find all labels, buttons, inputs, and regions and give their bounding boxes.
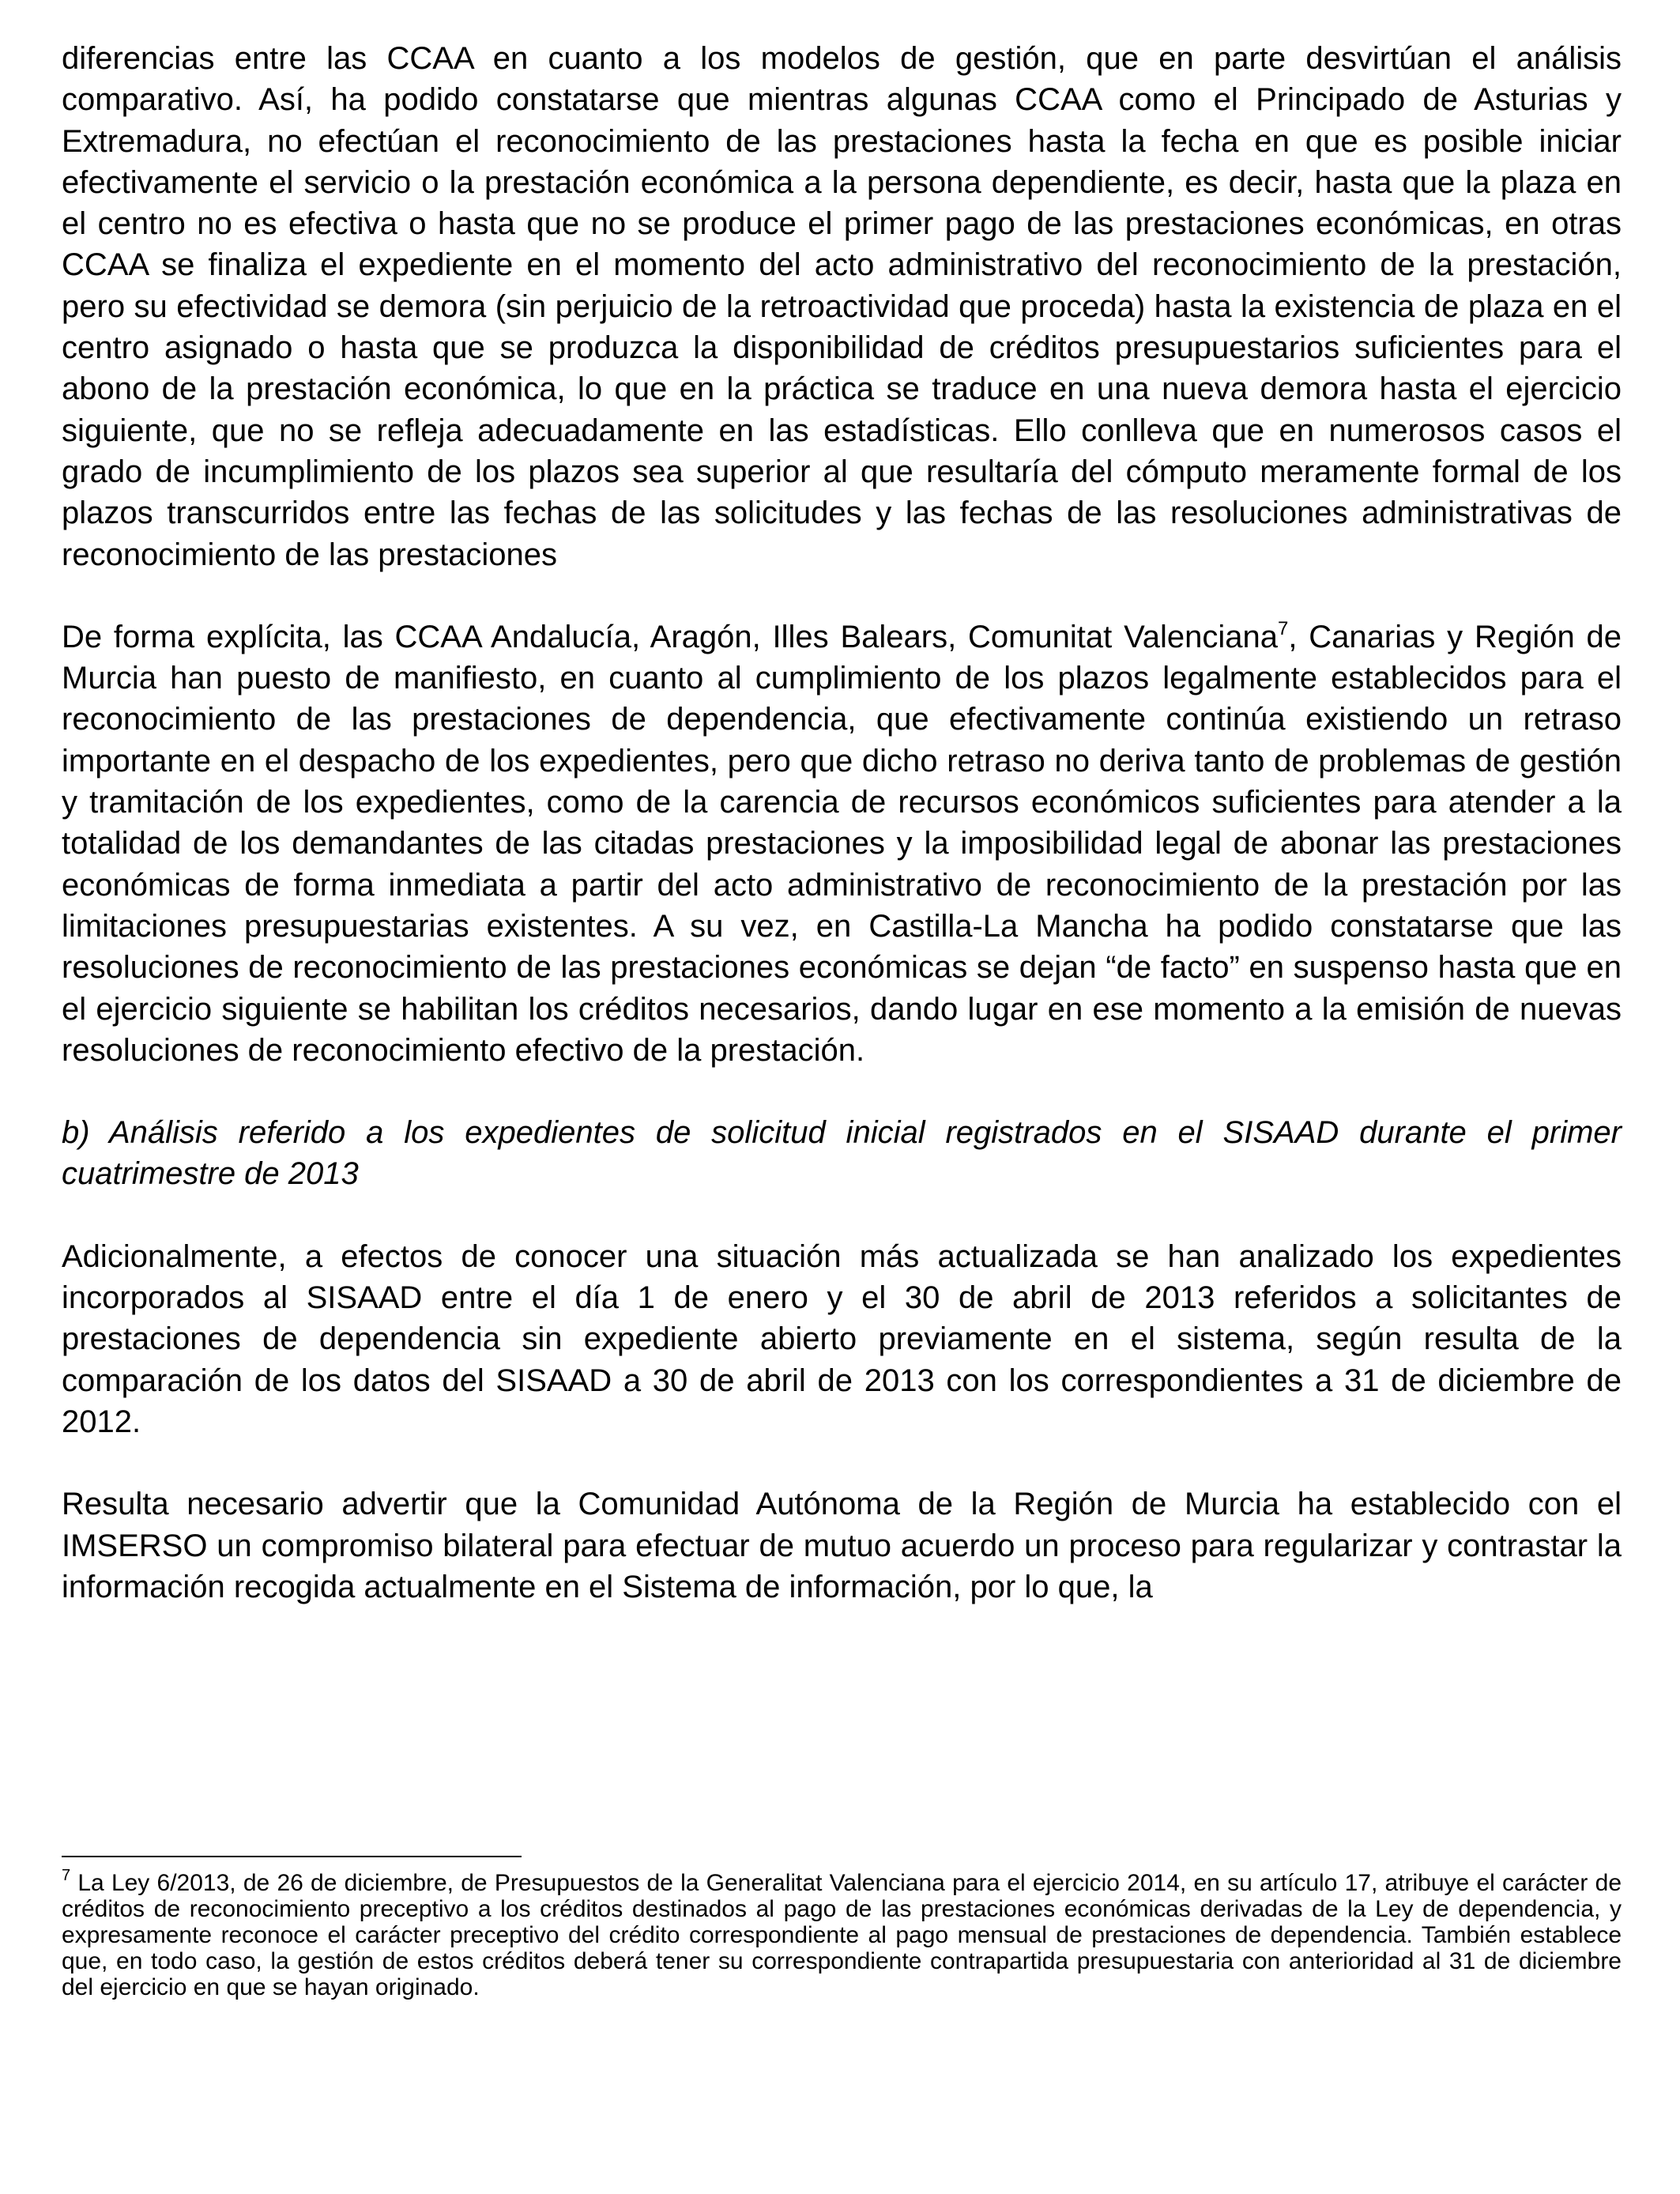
section-heading-b: b) Análisis referido a los expedientes de solicitud inicial registrados en el SISAAD durante el primer cuatrimestre de 2013 [62, 1115, 1622, 1192]
footnote-marker: 7 [62, 1867, 71, 1884]
document-page [62, 38, 1622, 1608]
paragraph-2-text-before-ref: De forma explícita, las CCAA Andalucía, Aragón, Illes Balears, Comunitat Valenciana [62, 619, 1279, 654]
body-paragraph-3: Adicionalmente, a efectos de conocer una situación más actualizada se han analizado los expedientes incorporados al SISAAD entre el día 1 de enero y el 30 de abril de 2013 referidos a solicitantes de prestaciones de dependencia sin expediente abierto previamente en el sistema, según resulta de la comparación de los datos del SISAAD a 30 de abril de 2013 con los correspondientes a 31 de diciembre de 2012. [62, 1238, 1622, 1439]
body-paragraph-4: Resulta necesario advertir que la Comunidad Autónoma de la Región de Murcia ha establecido con el IMSERSO un compromiso bilateral para efectuar de mutuo acuerdo un proceso para regularizar y contrastar la información recogida actualmente en el Sistema de información, por lo que, la [62, 1487, 1622, 1604]
footnote-reference-7[interactable]: 7 [1278, 617, 1289, 639]
footnote-text: La Ley 6/2013, de 26 de diciembre, de Presupuestos de la Generalitat Valenciana para el ejercicio 2014, en su artículo 17, atribuye el carácter de créditos de reconocimiento preceptivo a los créditos destinados al pago de las prestaciones económicas derivadas de la Ley de dependencia, y expresamente reconoce el carácter preceptivo del crédito correspondiente al pago mensual de prestaciones de dependencia. También establece que, en todo caso, la gestión de estos créditos deberá tener su correspondiente contrapartida presupuestaria con anterioridad al 31 de diciembre del ejercicio en que se hayan originado. [62, 1870, 1622, 2000]
footnote-separator [62, 1856, 522, 1857]
body-paragraph-1: diferencias entre las CCAA en cuanto a los modelos de gestión, que en parte desvirtúan el análisis comparativo. Así, ha podido constatarse que mientras algunas CCAA como el Principado de Asturias y Extremadura, no efectúan el reconocimiento de las prestaciones hasta la fecha en que es posible iniciar efectivamente el servicio o la prestación económica a la persona dependiente, es decir, hasta que la plaza en el centro no es efectiva o hasta que no se produce el primer pago de las prestaciones económicas, en otras CCAA se finaliza el expediente en el momento del acto administrativo del reconocimiento de la prestación, pero su efectividad se demora (sin perjuicio de la retroactividad que proceda) hasta la existencia de plaza en el centro asignado o hasta que se produzca la disponibilidad de créditos presupuestarios suficientes para el abono de la prestación económica, lo que en la práctica se traduce en una nueva demora hasta el ejercicio siguiente, que no se refleja adecuadamente en las estadísticas. Ello conlleva que en numerosos casos el grado de incumplimiento de los plazos sea superior al que resultaría del cómputo meramente formal de los plazos transcurridos entre las fechas de las solicitudes y las fechas de las resoluciones administrativas de reconocimiento de las prestaciones [62, 41, 1622, 572]
body-paragraph-2 [62, 616, 1622, 1071]
paragraph-2-text-after-ref: , Canarias y Región de Murcia han puesto de manifiesto, en cuanto al cumplimiento de los plazos legalmente establecidos para el reconocimiento de las prestaciones de dependencia, que efectivamente continúa existiendo un retraso importante en el despacho de los expedientes, pero que dicho retraso no deriva tanto de problemas de gestión y tramitación de los expedientes, como de la carencia de recursos económicos suficientes para atender a la totalidad de los demandantes de las citadas prestaciones y la imposibilidad legal de abonar las prestaciones económicas de forma inmediata a partir del acto administrativo de reconocimiento de la prestación por las limitaciones presupuestarias existentes. A su vez, en Castilla-La Mancha ha podido constatarse que las resoluciones de reconocimiento de las prestaciones económicas se dejan “de facto” en suspenso hasta que en el ejercicio siguiente se habilitan los créditos necesarios, dando lugar en ese momento a la emisión de nuevas resoluciones de reconocimiento efectivo de la prestación. [62, 619, 1622, 1068]
footnote-7 [62, 1867, 1622, 2000]
